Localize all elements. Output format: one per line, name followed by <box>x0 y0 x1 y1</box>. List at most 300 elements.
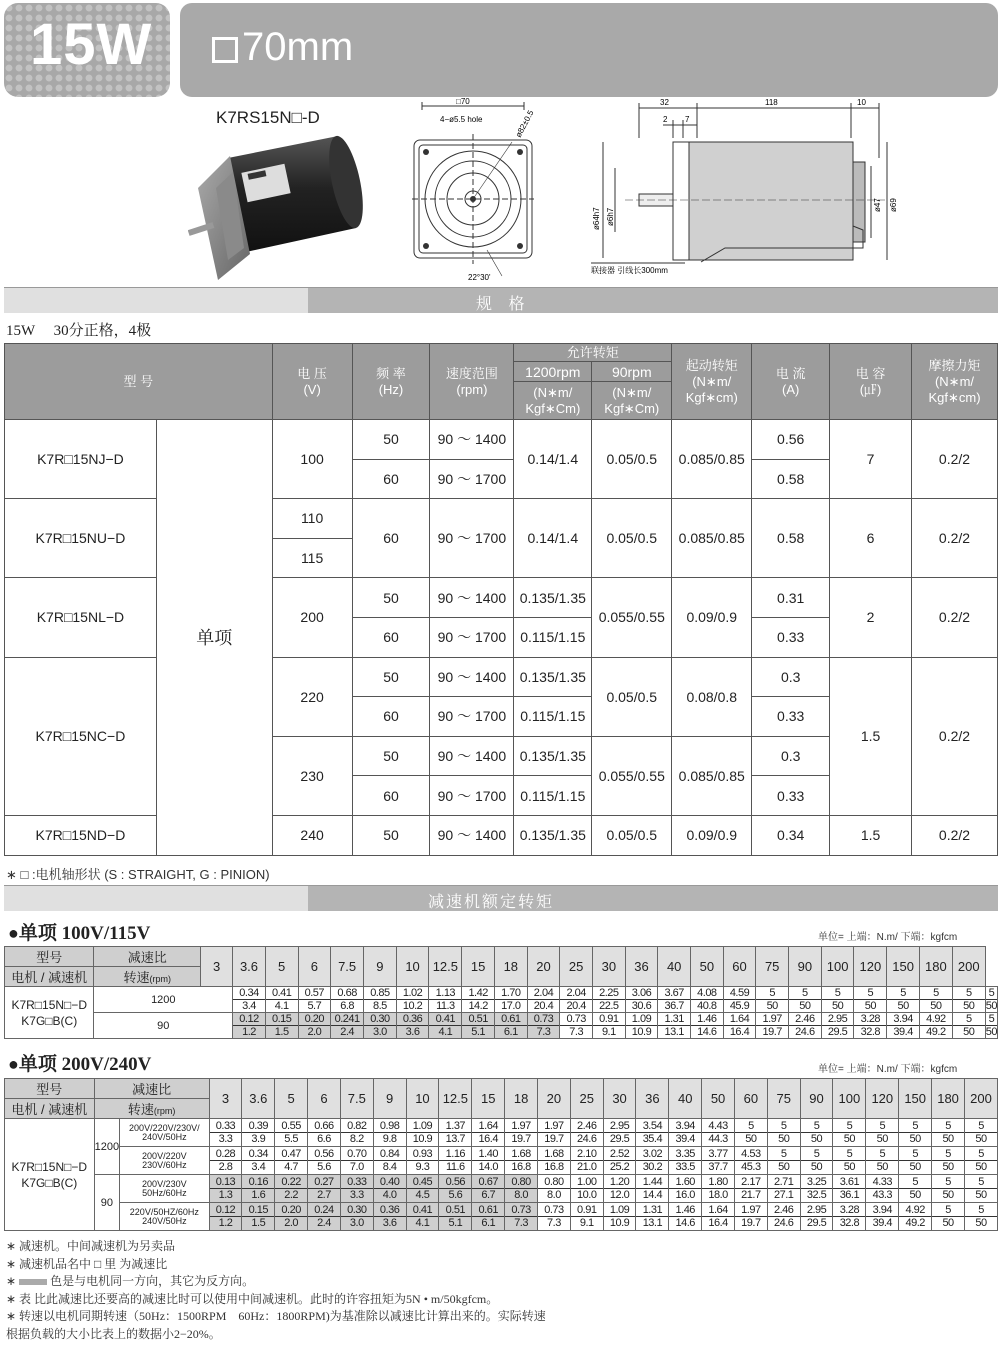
torque-kgfcm: 7.3 <box>547 1217 561 1229</box>
torque-cell <box>985 1013 997 1039</box>
torque-cell <box>866 1147 899 1175</box>
voltage-cell: 110 <box>272 499 352 539</box>
torque-nm: 0.40 <box>374 1177 406 1189</box>
torque-nm: 0.61 <box>472 1205 504 1217</box>
torque-cell <box>636 1119 669 1147</box>
torque-nm: 5 <box>932 1149 964 1161</box>
torque-nm: 0.51 <box>462 1014 494 1026</box>
th-start <box>672 344 752 420</box>
note-line: 根据负载的大小比表上的数据小2−20%。 <box>6 1326 221 1341</box>
start-cell: 0.085/0.85 <box>672 420 752 499</box>
torque-cell <box>505 1119 538 1147</box>
freq-cell: 50 <box>352 815 430 855</box>
torque90-cell: 0.05/0.5 <box>592 420 672 499</box>
torque-nm: 5 <box>986 1014 997 1026</box>
torque-nm: 4.43 <box>702 1121 734 1133</box>
th-freq-label: 频 率 <box>376 365 406 381</box>
voltage-cell: 115 <box>272 538 352 578</box>
torque-cell <box>636 1147 669 1175</box>
th-speed-unit: (rpm) <box>456 381 488 397</box>
torque-nm: 1.09 <box>626 1014 658 1026</box>
section-title-spec: 规 格 <box>476 296 531 313</box>
section-title-gear: 减速机额定转矩 <box>428 894 555 911</box>
torque-kgfcm: 45.3 <box>741 1161 761 1173</box>
torque-nm: 2.95 <box>801 1205 833 1217</box>
torque-cell <box>789 1013 822 1039</box>
torque-cell <box>242 1119 275 1147</box>
torque-cell <box>833 1119 866 1147</box>
torque-cell <box>527 987 560 1013</box>
ratio-header: 20 <box>527 947 560 987</box>
torque-nm: 0.41 <box>407 1205 439 1217</box>
torque-nm: 3.77 <box>702 1149 734 1161</box>
torque-nm: 1.80 <box>702 1177 734 1189</box>
torque-kgfcm: 19.7 <box>544 1133 564 1145</box>
torque-nm: 0.15 <box>266 1014 298 1026</box>
ratio-header: 18 <box>494 947 527 987</box>
torque-cell <box>866 1119 899 1147</box>
torque-kgfcm: 19.7 <box>762 1026 782 1038</box>
torque-cell <box>734 1203 767 1231</box>
voltage-cell: 200 <box>272 578 352 657</box>
torque-kgfcm: 20.4 <box>566 1000 586 1012</box>
dim-2-text: 2 <box>663 115 668 124</box>
torque-nm: 1.60 <box>669 1177 701 1189</box>
torque-nm: 5 <box>768 1149 800 1161</box>
torque90-cell: 0.05/0.5 <box>592 657 672 736</box>
torque-cell <box>789 987 822 1013</box>
condition-line: 230V/60Hz <box>142 1159 187 1170</box>
torque-nm: 1.09 <box>407 1121 439 1133</box>
torque-nm: 1.64 <box>724 1014 756 1026</box>
torque-nm: 0.27 <box>308 1177 340 1189</box>
torque-nm: 1.70 <box>495 988 527 1000</box>
start-cell: 0.09/0.9 <box>672 578 752 657</box>
torque-kgfcm: 8.0 <box>514 1189 528 1201</box>
torque-cell <box>636 1175 669 1203</box>
torque-nm: 1.97 <box>756 1014 788 1026</box>
torque-nm: 0.66 <box>308 1121 340 1133</box>
torque-cell <box>439 1119 472 1147</box>
torque-cell <box>658 987 691 1013</box>
ratio-header: 6 <box>308 1079 341 1119</box>
torque1200-cell: 0.135/1.35 <box>514 578 592 618</box>
condition-cell <box>120 1203 209 1231</box>
torque-cell <box>899 1147 932 1175</box>
torque-nm: 5 <box>756 988 788 1000</box>
th-unit-90-b: Kgf∗Cm) <box>604 400 660 416</box>
ratio-header: 7.5 <box>331 947 364 987</box>
torque-cell <box>373 1203 406 1231</box>
note-text: 色是与电机同一方向，其它为反方向。 <box>50 1274 255 1288</box>
torque-cell <box>833 1175 866 1203</box>
torque-kgfcm: 8.4 <box>382 1161 397 1173</box>
torque-nm: 5 <box>833 1149 865 1161</box>
voltage-cell: 220 <box>272 657 352 736</box>
dim-angle-text: 22°30' <box>468 273 491 282</box>
torque-nm: 3.28 <box>833 1205 865 1217</box>
shaft-note: ∗ □ :电机轴形状 (S : STRAIGHT, G : PINION) <box>6 867 270 882</box>
torque-cell <box>821 987 854 1013</box>
dim-shaft1-text: ø64h7 <box>592 207 601 230</box>
torque-nm: 1.20 <box>604 1177 636 1189</box>
torque-kgfcm: 6.6 <box>317 1133 331 1145</box>
ratio-header: 200 <box>965 1079 998 1119</box>
torque-cell <box>723 987 756 1013</box>
torque-cell <box>920 987 953 1013</box>
notes-block <box>6 1238 546 1343</box>
torque-cell <box>406 1119 439 1147</box>
friction-cell: 0.2/2 <box>912 420 998 499</box>
start-cell: 0.085/0.85 <box>672 499 752 578</box>
torque-cell <box>756 1013 789 1039</box>
torque-kgfcm: 5.1 <box>471 1026 486 1038</box>
torque-nm: 1.31 <box>658 1014 690 1026</box>
ratio-header: 36 <box>636 1079 669 1119</box>
torque-cell <box>538 1203 571 1231</box>
power-label: 15W <box>30 12 153 77</box>
torque-kgfcm: 16.4 <box>708 1217 728 1229</box>
torque-kgfcm: 37.7 <box>708 1161 728 1173</box>
torque-cell <box>734 1147 767 1175</box>
condition-line: 200V/220V <box>142 1150 187 1161</box>
ratio-header: 6 <box>298 947 331 987</box>
torque-nm: 0.91 <box>593 1014 625 1026</box>
torque-cell <box>800 1203 833 1231</box>
th-current-unit: (A) <box>782 381 800 397</box>
ratio-header: 25 <box>560 947 593 987</box>
torque-cell <box>603 1203 636 1231</box>
torque-nm: 5 <box>932 1205 964 1217</box>
speed-cell: 90 ～ 1400 <box>430 657 514 697</box>
torque-cell <box>854 987 887 1013</box>
torque-cell <box>439 1203 472 1231</box>
torque-kgfcm: 39.4 <box>893 1026 913 1038</box>
model-cell: K7R□15NL−D <box>5 578 157 657</box>
square-icon <box>212 37 238 63</box>
speed-cell: 90 ～ 1400 <box>430 815 514 855</box>
side-view-drawing <box>585 98 905 278</box>
torque-kgfcm: 24.6 <box>774 1217 794 1229</box>
dim-69-text: ø69 <box>889 198 898 212</box>
torque-nm: 2.04 <box>528 988 560 1000</box>
torque-cell <box>866 1203 899 1231</box>
th-friction-label: 摩擦力矩 <box>928 357 981 373</box>
torque-cell <box>570 1175 603 1203</box>
th-90rpm: 90rpm <box>592 362 672 382</box>
torque-nm: 5 <box>866 1149 898 1161</box>
torque-cell <box>373 1147 406 1175</box>
torque-kgfcm: 8.5 <box>373 1000 387 1012</box>
torque-cell <box>723 1013 756 1039</box>
motor-model-label: K7RS15N□-D <box>216 108 320 127</box>
torque-kgfcm: 35.4 <box>642 1133 663 1145</box>
torque-nm: 2.95 <box>822 1014 854 1026</box>
ratio-header: 9 <box>364 947 397 987</box>
th-start-u2: Kgf∗cm) <box>685 389 738 405</box>
torque-kgfcm: 20.4 <box>533 1000 554 1012</box>
th-ratio: 减速比 <box>94 947 201 967</box>
freq-cell: 50 <box>352 420 430 460</box>
ratio-header: 5 <box>265 947 298 987</box>
torque-cell <box>593 987 626 1013</box>
torque-cell <box>702 1119 735 1147</box>
dim-pcd-text: ø82±0.5 <box>513 108 536 139</box>
torque-cell <box>932 1147 965 1175</box>
condition-line: 50Hz/60Hz <box>142 1187 187 1198</box>
torque-cell <box>308 1119 341 1147</box>
current-cell: 0.33 <box>752 697 830 737</box>
th-motor-reducer: 电机 / 减速机 <box>5 1099 95 1119</box>
torque-nm: 0.73 <box>505 1205 537 1217</box>
torque1200-cell: 0.115/1.15 <box>514 697 592 737</box>
torque1200-cell: 0.14/1.4 <box>514 420 592 499</box>
ratio-header: 15 <box>462 947 495 987</box>
torque-cell <box>658 1013 691 1039</box>
torque-kgfcm: 21.0 <box>577 1161 597 1173</box>
gear-row <box>5 1203 998 1231</box>
torque-cell <box>702 1203 735 1231</box>
ratio-header: 60 <box>723 947 756 987</box>
torque-cell <box>767 1119 800 1147</box>
torque-cell <box>833 1203 866 1231</box>
torque-nm: 0.80 <box>505 1177 537 1189</box>
torque-kgfcm: 45.9 <box>729 1000 750 1012</box>
ratio-header: 100 <box>833 1079 866 1119</box>
torque-cell <box>899 1119 932 1147</box>
model-cell: K7R□15ND−D <box>5 815 157 855</box>
current-cell: 0.58 <box>752 499 830 578</box>
dim-47-text: ø47 <box>873 198 882 212</box>
torque-nm: 3.61 <box>833 1177 865 1189</box>
torque-cell <box>275 1147 308 1175</box>
model-cell: K7R□15NU−D <box>5 499 157 578</box>
note-prefix: ∗ <box>6 1274 20 1288</box>
ratio-header: 40 <box>658 947 691 987</box>
cap-cell: 1.5 <box>830 657 912 815</box>
ratio-header: 10 <box>406 1079 439 1119</box>
torque-cell <box>242 1147 275 1175</box>
ratio-header: 5 <box>275 1079 308 1119</box>
torque-cell <box>340 1203 373 1231</box>
torque-kgfcm: 50 <box>985 1000 997 1012</box>
torque-nm: 0.16 <box>242 1177 274 1189</box>
th-speed-unit: (rpm) <box>153 1106 176 1116</box>
section-bar-gear <box>4 885 998 911</box>
torque-cell <box>340 1147 373 1175</box>
torque-nm: 5 <box>965 1121 997 1133</box>
current-cell: 0.3 <box>752 736 830 776</box>
torque-kgfcm: 30.6 <box>631 1000 652 1012</box>
ratio-header: 36 <box>625 947 658 987</box>
torque-cell <box>570 1203 603 1231</box>
motor-model-cell <box>5 987 94 1039</box>
phase-cell: 单项 <box>156 420 272 856</box>
cap-cell: 6 <box>830 499 912 578</box>
torque-nm: 0.73 <box>528 1014 560 1026</box>
th-unit-90 <box>592 382 672 420</box>
torque-kgfcm: 6.8 <box>340 1000 355 1012</box>
torque-cell <box>462 987 495 1013</box>
torque-cell <box>821 1013 854 1039</box>
freq-cell: 50 <box>352 736 430 776</box>
ratio-header: 18 <box>505 1079 538 1119</box>
torque-nm: 0.51 <box>439 1205 471 1217</box>
torque-cell <box>429 1013 462 1039</box>
gear-row <box>5 1013 998 1039</box>
torque-cell <box>308 1203 341 1231</box>
torque-kgfcm: 8.0 <box>547 1189 561 1201</box>
torque-nm: 4.08 <box>691 988 723 1000</box>
torque-kgfcm: 4.1 <box>415 1217 430 1229</box>
th-model: 型 号 <box>5 344 273 420</box>
torque-nm: 0.61 <box>495 1014 527 1026</box>
torque1200-cell: 0.14/1.4 <box>514 499 592 578</box>
torque-kgfcm: 50 <box>942 1133 954 1145</box>
torque-kgfcm: 50 <box>766 1000 778 1012</box>
voltage-cell: 240 <box>272 815 352 855</box>
ratio-header: 75 <box>767 1079 800 1119</box>
torque-nm: 5 <box>887 988 919 1000</box>
torque90-cell: 0.05/0.5 <box>592 499 672 578</box>
torque-kgfcm: 50 <box>810 1161 823 1173</box>
torque-kgfcm: 4.1 <box>274 1000 289 1012</box>
torque-cell <box>734 1119 767 1147</box>
speed-cell: 90 ～ 1700 <box>430 697 514 737</box>
torque-kgfcm: 50 <box>876 1133 888 1145</box>
gear-row <box>5 1147 998 1175</box>
torque-nm: 0.39 <box>242 1121 274 1133</box>
torque-cell <box>472 1147 505 1175</box>
torque-nm: 1.37 <box>439 1121 471 1133</box>
torque-kgfcm: 50 <box>985 1026 997 1038</box>
torque-kgfcm: 9.8 <box>382 1133 397 1145</box>
torque-cell <box>669 1119 702 1147</box>
torque-nm: 4.59 <box>724 988 756 1000</box>
torque-kgfcm: 4.1 <box>438 1026 453 1038</box>
frame-banner <box>180 3 998 97</box>
torque-cell <box>920 1013 953 1039</box>
torque-cell <box>209 1119 242 1147</box>
speed-cell: 90 <box>94 1175 119 1231</box>
torque-kgfcm: 3.6 <box>405 1026 420 1038</box>
dim-10-text: 10 <box>857 98 866 107</box>
th-model: 型号 <box>5 947 94 967</box>
torque-cell <box>439 1175 472 1203</box>
torque-kgfcm: 50 <box>942 1189 954 1201</box>
th-friction <box>912 344 998 420</box>
torque-kgfcm: 16.0 <box>675 1189 695 1201</box>
torque-kgfcm: 29.5 <box>827 1026 848 1038</box>
torque-cell <box>887 1013 920 1039</box>
cap-cell: 2 <box>830 578 912 657</box>
torque-kgfcm: 22.5 <box>599 1000 619 1012</box>
front-view-drawing <box>402 98 572 284</box>
torque-kgfcm: 1.6 <box>251 1189 266 1201</box>
torque-cell <box>965 1147 998 1175</box>
torque-kgfcm: 29.5 <box>806 1217 827 1229</box>
speed-cell: 90 ～ 1700 <box>430 499 514 578</box>
torque-nm: 5 <box>822 988 854 1000</box>
torque-kgfcm: 36.1 <box>839 1189 860 1201</box>
torque-cell <box>265 987 298 1013</box>
th-start-label: 起动转矩 <box>685 357 738 373</box>
torque-nm: 2.25 <box>593 988 625 1000</box>
ratio-header: 50 <box>702 1079 735 1119</box>
torque-kgfcm: 18.0 <box>708 1189 728 1201</box>
th-motor-reducer: 电机 / 减速机 <box>5 967 94 987</box>
ratio-header: 100 <box>821 947 854 987</box>
torque-nm: 1.68 <box>538 1149 570 1161</box>
freq-cell: 60 <box>352 499 430 578</box>
torque-nm: 2.46 <box>789 1014 821 1026</box>
ratio-header: 60 <box>734 1079 767 1119</box>
torque-nm: 0.57 <box>299 988 331 1000</box>
torque-kgfcm: 14.4 <box>642 1189 663 1201</box>
ratio-header: 3 <box>209 1079 242 1119</box>
torque-nm: 0.13 <box>210 1177 242 1189</box>
torque-nm: 0.30 <box>364 1014 396 1026</box>
torque-cell <box>669 1203 702 1231</box>
torque-cell <box>396 1013 429 1039</box>
torque-nm: 0.15 <box>242 1205 274 1217</box>
torque-kgfcm: 6.1 <box>503 1026 518 1038</box>
speed-cell: 1200 <box>94 1119 119 1175</box>
ratio-header: 3 <box>200 947 232 987</box>
torque-nm: 3.54 <box>636 1121 668 1133</box>
current-cell: 0.33 <box>752 617 830 657</box>
torque-kgfcm: 32.8 <box>860 1026 881 1038</box>
torque-nm: 3.06 <box>626 988 658 1000</box>
torque90-cell: 0.055/0.55 <box>592 736 672 815</box>
torque-nm: 5 <box>735 1121 767 1133</box>
voltage-cell: 230 <box>272 736 352 815</box>
dim-32-text: 32 <box>660 98 669 107</box>
ratio-header: 50 <box>691 947 724 987</box>
torque-nm: 5 <box>899 1177 931 1189</box>
torque-kgfcm: 5.7 <box>307 1000 322 1012</box>
torque-cell <box>308 1147 341 1175</box>
torque-cell <box>209 1203 242 1231</box>
torque-kgfcm: 16.8 <box>544 1161 564 1173</box>
torque-nm: 0.30 <box>341 1205 373 1217</box>
torque-nm: 1.13 <box>429 988 461 1000</box>
torque-nm: 0.68 <box>331 988 363 1000</box>
torque-kgfcm: 49.2 <box>905 1217 925 1229</box>
torque-kgfcm: 13.1 <box>642 1217 663 1229</box>
torque-nm: 0.56 <box>308 1149 340 1161</box>
torque-nm: 0.82 <box>341 1121 373 1133</box>
torque-nm: 1.16 <box>439 1149 471 1161</box>
torque-cell <box>932 1175 965 1203</box>
torque-kgfcm: 17.0 <box>501 1000 521 1012</box>
torque-nm: 1.97 <box>735 1205 767 1217</box>
torque-cell <box>952 1013 985 1039</box>
torque-kgfcm: 5.6 <box>448 1189 463 1201</box>
torque-nm: 5 <box>953 988 985 1000</box>
torque-nm: 1.64 <box>472 1121 504 1133</box>
dim-118-text: 118 <box>765 98 778 107</box>
th-cap-label: 电 容 <box>855 365 886 381</box>
torque-kgfcm: 3.3 <box>218 1133 233 1145</box>
torque-kgfcm: 39.4 <box>675 1133 695 1145</box>
torque-nm: 0.98 <box>374 1121 406 1133</box>
torque-cell <box>625 987 658 1013</box>
torque-nm: 0.91 <box>571 1205 603 1217</box>
torque-nm: 0.45 <box>407 1177 439 1189</box>
torque-cell <box>494 987 527 1013</box>
ratio-header: 7.5 <box>340 1079 373 1119</box>
